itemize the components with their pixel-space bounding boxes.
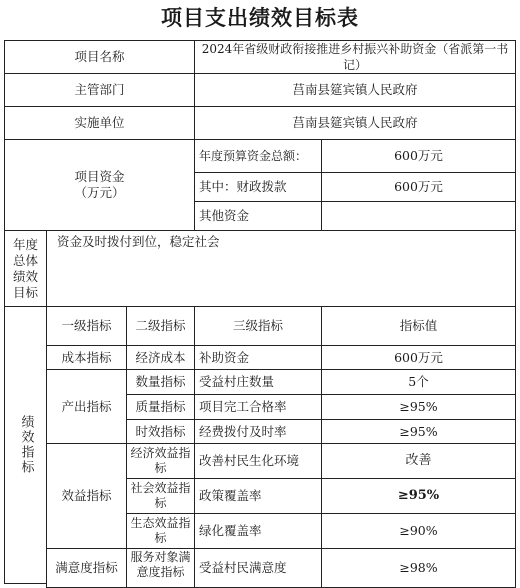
funds-label: 项目资金 （万元） [4, 139, 195, 231]
annual-budget-value: 600万元 [321, 139, 516, 173]
output-level2-quality: 质量指标 [126, 394, 195, 420]
annual-budget-label: 年度预算资金总额： [194, 139, 322, 173]
output-value-quantity: 5个 [321, 369, 516, 395]
annual-goal-value: 资金及时拨付到位，稳定社会 [46, 230, 516, 307]
benefit-level2-social: 社会效益指标 [126, 478, 195, 514]
other-funds-value [321, 201, 516, 231]
competent-dept-value: 莒南县筵宾镇人民政府 [194, 73, 516, 107]
satisfaction-level1: 满意度指标 [46, 548, 127, 588]
other-funds-label: 其他资金 [194, 201, 322, 231]
output-level3-quality: 项目完工合格率 [194, 394, 322, 420]
benefit-level3-social: 政策覆盖率 [194, 478, 322, 514]
output-level3-timeliness: 经费拨付及时率 [194, 419, 322, 444]
fiscal-allocation-value: 600万元 [321, 172, 516, 202]
satisfaction-level3: 受益村民满意度 [194, 548, 322, 588]
benefit-level3-economic: 改善村民生化环境 [194, 443, 322, 479]
output-level2-quantity: 数量指标 [126, 369, 195, 395]
value-header: 指标值 [321, 306, 516, 346]
cost-level3: 补助资金 [194, 345, 322, 370]
implementing-unit-value: 莒南县筵宾镇人民政府 [194, 106, 516, 140]
satisfaction-level2: 服务对象满意度指标 [126, 548, 195, 588]
level2-header: 二级指标 [126, 306, 195, 346]
project-name-label: 项目名称 [4, 40, 195, 74]
indicators-section-label [4, 306, 47, 584]
output-level2-timeliness: 时效指标 [126, 419, 195, 444]
annual-goal-label: 年度总体绩效目标 [4, 230, 47, 307]
project-name-value: 2024年省级财政衔接推进乡村振兴补助资金（省派第一书记） [194, 40, 516, 74]
benefit-level2-ecological: 生态效益指标 [126, 513, 195, 549]
output-level1: 产出指标 [46, 369, 127, 444]
cost-level2: 经济成本 [126, 345, 195, 370]
output-level3-quantity: 受益村庄数量 [194, 369, 322, 395]
benefit-level2-economic: 经济效益指标 [126, 443, 195, 479]
benefit-level3-ecological: 绿化覆盖率 [194, 513, 322, 549]
competent-dept-label: 主管部门 [4, 73, 195, 107]
page-title: 项目支出绩效目标表 [161, 6, 359, 30]
level1-header: 一级指标 [46, 306, 127, 346]
level3-header: 三级指标 [194, 306, 322, 346]
satisfaction-value: ≥98% [321, 548, 516, 588]
cost-level1: 成本指标 [46, 345, 127, 370]
benefit-value-economic: 改善 [321, 443, 516, 479]
benefit-level1: 效益指标 [46, 443, 127, 549]
cost-value: 600万元 [321, 345, 516, 370]
benefit-value-ecological: ≥90% [321, 513, 516, 549]
fiscal-allocation-label: 其中：财政拨款 [194, 172, 322, 202]
output-value-quality: ≥95% [321, 394, 516, 420]
output-value-timeliness: ≥95% [321, 419, 516, 444]
indicators-section-text: 绩效指标 [18, 415, 34, 475]
implementing-unit-label: 实施单位 [4, 106, 195, 140]
benefit-value-social: ≥95% [321, 478, 516, 514]
